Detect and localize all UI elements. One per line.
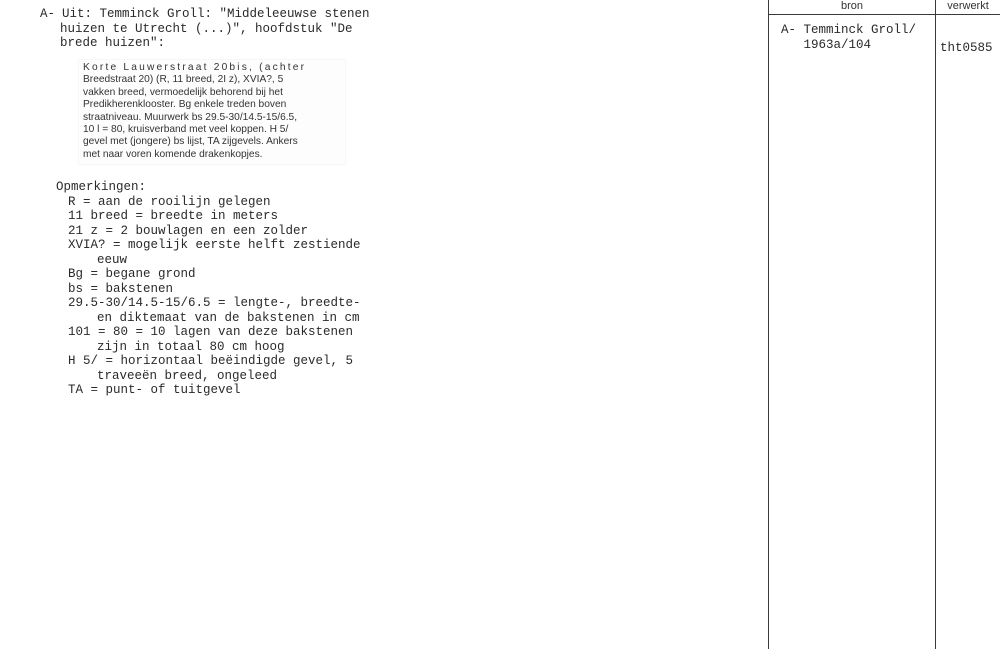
remarks-section (56, 180, 376, 398)
remark-item-continuation: eeuw (97, 252, 128, 267)
table-column-divider (935, 0, 936, 649)
heading-line-2: huizen te Utrecht (...)", hoofdstuk "De (60, 21, 353, 36)
remark-item: TA = punt- of tuitgevel (68, 383, 241, 397)
heading-marker: A- (40, 7, 56, 21)
remark-item: 11 breed = breedte in meters (68, 209, 279, 223)
table-header-rule (768, 14, 1000, 15)
remark-item: R = aan de rooilijn gelegen (68, 194, 271, 209)
column-header-verwerkt: verwerkt (947, 0, 989, 12)
bron-line: A- Temminck Groll/ (781, 23, 917, 37)
remark-item: Bg = begane grond (68, 267, 196, 281)
source-heading (40, 7, 370, 51)
remark-item: 101 = 80 = 10 lagen van deze bakstenen (68, 325, 354, 339)
remark-item-continuation: en diktemaat van de bakstenen in cm (97, 310, 360, 325)
remark-item: 21 z = 2 bouwlagen en een zolder (68, 223, 309, 238)
column-header-bron: bron (840, 0, 864, 12)
description-line: met naar voren komende drakenkopjes. (83, 148, 263, 160)
description-line: straatniveau. Muurwerk bs 29.5-30/14.5-15/6.5, (83, 111, 298, 123)
table-left-rule (768, 0, 769, 649)
remark-item: bs = bakstenen (68, 281, 174, 296)
description-line: vakken breed, vermoedelijk behorend bij het (83, 86, 283, 98)
remark-item: XVIA? = mogelijk eerste helft zestiende (68, 238, 361, 252)
description-line: Korte Lauwerstraat 20bis, (achter (83, 62, 307, 73)
description-line: gevel met (jongere) bs lijst, TA zijgevels. Ankers (83, 136, 298, 148)
heading-line-3: brede huizen": (60, 36, 166, 50)
bron-line: 1963a/104 (781, 37, 872, 52)
remark-item: 29.5-30/14.5-15/6.5 = lengte-, breedte- (68, 296, 361, 310)
description-line: Breedstraat 20) (R, 11 breed, 2I z), XVIA?, 5 (83, 74, 284, 86)
remark-item-continuation: zijn in totaal 80 cm hoog (97, 339, 285, 354)
description-line: 10 l = 80, kruisverband met veel koppen. H 5/ (83, 124, 289, 136)
heading-line-1: Uit: Temminck Groll: "Middeleeuwse stenen (62, 7, 370, 21)
pasted-description-block (79, 60, 345, 164)
description-line: Predikherenklooster. Bg enkele treden boven (83, 99, 287, 111)
remarks-title: Opmerkingen: (56, 180, 147, 194)
remark-item-continuation: traveeën breed, ongeleed (97, 368, 278, 383)
remark-item: H 5/ = horizontaal beëindigde gevel, 5 (68, 354, 354, 368)
verwerkt-code: tht0585 (940, 41, 993, 55)
bron-entry (781, 23, 931, 52)
